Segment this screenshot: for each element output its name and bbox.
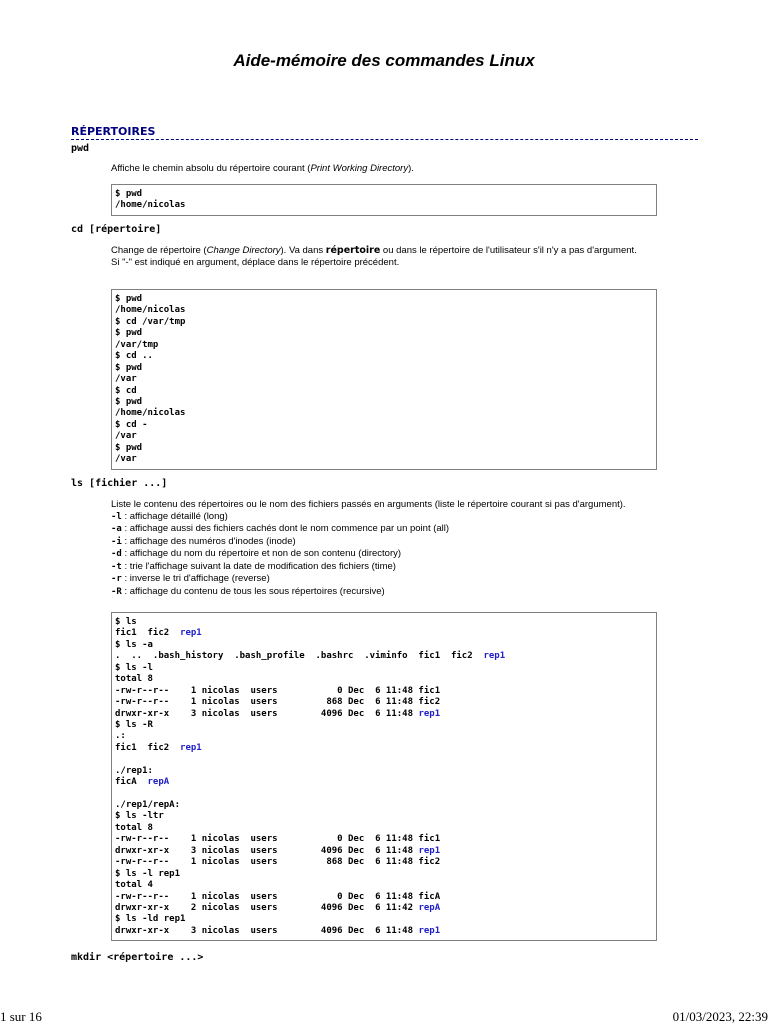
terminal-line: /var (115, 374, 137, 385)
terminal-line: /home/nicolas (115, 200, 186, 211)
terminal-line (115, 926, 651, 937)
option-flag: -d (111, 549, 122, 559)
option-description: : affichage des numéros d'inodes (inode) (121, 535, 296, 547)
page-title: Aide-mémoire des commandes Linux (233, 51, 535, 70)
ls-option (111, 511, 658, 524)
terminal-text: $ ls (115, 617, 137, 627)
option-description: : affichage détaillé (long) (121, 510, 228, 522)
terminal-line: $ cd /var/tmp (115, 316, 186, 327)
terminal-line: /var (115, 431, 137, 442)
terminal-text: fic1 fic2 (115, 628, 181, 639)
option-flag: -i (111, 536, 122, 547)
terminal-line (115, 754, 651, 765)
directory-name: rep1 (483, 651, 506, 662)
terminal-line (115, 743, 651, 754)
terminal-text: -rw-r--r-- 1 nicolas users 0 Dec 6 11:48 ficA (115, 891, 441, 902)
terminal-line: $ pwd (115, 442, 143, 453)
terminal-line (115, 663, 651, 674)
terminal-text: drwxr-xr-x 3 nicolas users 4096 Dec 6 11:48 (115, 708, 419, 719)
terminal-text: total 8 (115, 822, 153, 833)
command-pwd-heading: pwd (71, 143, 90, 154)
option-flag: -a (111, 524, 122, 534)
option-description: : affichage aussi des fichiers cachés dont le nom commence par un point (all) (121, 523, 450, 534)
terminal-line: $ cd (115, 385, 137, 396)
page-number: 1 sur 16 (0, 1009, 42, 1024)
terminal-text: . .. .bash_history .bash_profile .bashrc .viminfo fic1 fic2 (115, 651, 484, 662)
terminal-line: /var/tmp (115, 339, 159, 350)
terminal-text: drwxr-xr-x 3 nicolas users 4096 Dec 6 11:48 (115, 845, 419, 856)
terminal-text: fic1 fic2 (115, 742, 181, 753)
command-cd-heading: cd [répertoire] (71, 224, 162, 235)
terminal-line (115, 857, 651, 868)
pwd-terminal-example (111, 184, 657, 216)
terminal-text: ficA (115, 777, 148, 788)
ls-options-list (111, 511, 658, 599)
option-flag: -t (111, 561, 122, 572)
terminal-text: $ ls -ltr (115, 811, 164, 822)
terminal-line (115, 766, 651, 777)
ls-description (111, 499, 658, 598)
terminal-line (115, 903, 651, 914)
terminal-line (115, 640, 651, 651)
terminal-text: -rw-r--r-- 1 nicolas users 0 Dec 6 11:48 fic1 (115, 834, 441, 845)
terminal-line (115, 709, 651, 720)
section-divider (71, 139, 698, 140)
option-description: : affichage du nom du répertoire et non de son contenu (directory) (121, 548, 402, 559)
ls-option (111, 561, 658, 574)
terminal-line (115, 800, 651, 811)
pwd-description: Affiche le chemin absolu du répertoire courant (Print Working Directory). (111, 163, 414, 174)
terminal-text: -rw-r--r-- 1 nicolas users 868 Dec 6 11:48 fic2 (115, 857, 441, 868)
terminal-line (115, 880, 651, 891)
terminal-text: -rw-r--r-- 1 nicolas users 868 Dec 6 11:48 fic2 (115, 697, 441, 708)
terminal-line (115, 869, 651, 880)
terminal-line: /home/nicolas (115, 408, 186, 419)
terminal-line (115, 892, 651, 903)
cd-terminal-example (111, 289, 657, 470)
ls-terminal-example (111, 612, 657, 941)
terminal-text: total 8 (115, 674, 153, 685)
terminal-text: -rw-r--r-- 1 nicolas users 0 Dec 6 11:48 fic1 (115, 685, 441, 696)
directory-name: rep1 (418, 708, 441, 719)
command-mkdir-heading: mkdir <répertoire ...> (71, 952, 204, 963)
option-description: : affichage du contenu de tous les sous répertoires (recursive) (121, 585, 385, 597)
terminal-line (115, 834, 651, 845)
terminal-text: ./rep1: (115, 765, 153, 776)
directory-name: rep1 (180, 628, 202, 639)
terminal-line (115, 628, 651, 639)
directory-name: rep1 (418, 925, 441, 936)
terminal-line (115, 914, 651, 925)
terminal-text: drwxr-xr-x 2 nicolas users 4096 Dec 6 11:42 (115, 902, 419, 913)
terminal-text: $ ls -l (115, 662, 153, 673)
terminal-text: .: (115, 731, 126, 742)
terminal-text: total 4 (115, 880, 153, 891)
ls-description-text: Liste le contenu des répertoires ou le nom des fichiers passés en arguments (liste le répertoire courant si pas d'argument). (111, 499, 626, 510)
terminal-text: drwxr-xr-x 3 nicolas users 4096 Dec 6 11:48 (115, 925, 419, 936)
terminal-line: /var (115, 454, 137, 465)
terminal-line: /home/nicolas (115, 305, 186, 316)
terminal-line (115, 651, 651, 662)
terminal-line (115, 811, 651, 822)
terminal-line (115, 697, 651, 708)
ls-option (111, 573, 658, 586)
print-datetime: 01/03/2023, 22:39 (672, 1009, 768, 1024)
option-description: : trie l'affichage suivant la date de modification des fichiers (time) (121, 560, 396, 572)
terminal-line (115, 846, 651, 857)
option-flag: -l (111, 511, 122, 522)
option-description: : inverse le tri d'affichage (reverse) (121, 573, 270, 584)
terminal-text: ./rep1/repA: (115, 800, 181, 810)
terminal-line (115, 720, 651, 731)
terminal-line: $ pwd (115, 294, 143, 304)
terminal-line: $ pwd (115, 362, 143, 373)
terminal-line (115, 777, 651, 788)
command-ls-heading: ls [fichier ...] (71, 478, 168, 489)
terminal-text: $ ls -a (115, 639, 153, 650)
ls-option (111, 523, 658, 536)
option-flag: -R (111, 586, 122, 597)
terminal-line (115, 686, 651, 697)
terminal-line: $ pwd (115, 396, 143, 407)
terminal-line (115, 617, 651, 628)
ls-option (111, 548, 658, 561)
directory-name: rep1 (418, 845, 441, 856)
terminal-line: $ pwd (115, 328, 143, 339)
terminal-line: $ pwd (115, 189, 143, 199)
directory-name: repA (418, 902, 441, 913)
terminal-text: $ ls -R (115, 719, 153, 730)
option-flag: -r (111, 574, 122, 584)
terminal-line: $ cd - (115, 419, 148, 430)
cd-description: Change de répertoire (Change Directory). Va dans répertoire ou dans le répertoire de l'utilisateur s'il n'y a pas d'argument. Si "-" est indiqué en argument, déplace dans le répertoire précédent. (111, 245, 637, 268)
directory-name: repA (147, 777, 170, 788)
terminal-text: $ ls -ld rep1 (115, 914, 186, 925)
directory-name: rep1 (180, 742, 202, 753)
terminal-line (115, 789, 651, 800)
terminal-line (115, 823, 651, 834)
section-title: RÉPERTOIRES (71, 125, 156, 138)
ls-option (111, 586, 658, 599)
terminal-text: $ ls -l rep1 (115, 868, 181, 879)
terminal-line (115, 731, 651, 742)
ls-option (111, 536, 658, 549)
terminal-line: $ cd .. (115, 351, 153, 362)
terminal-line (115, 674, 651, 685)
